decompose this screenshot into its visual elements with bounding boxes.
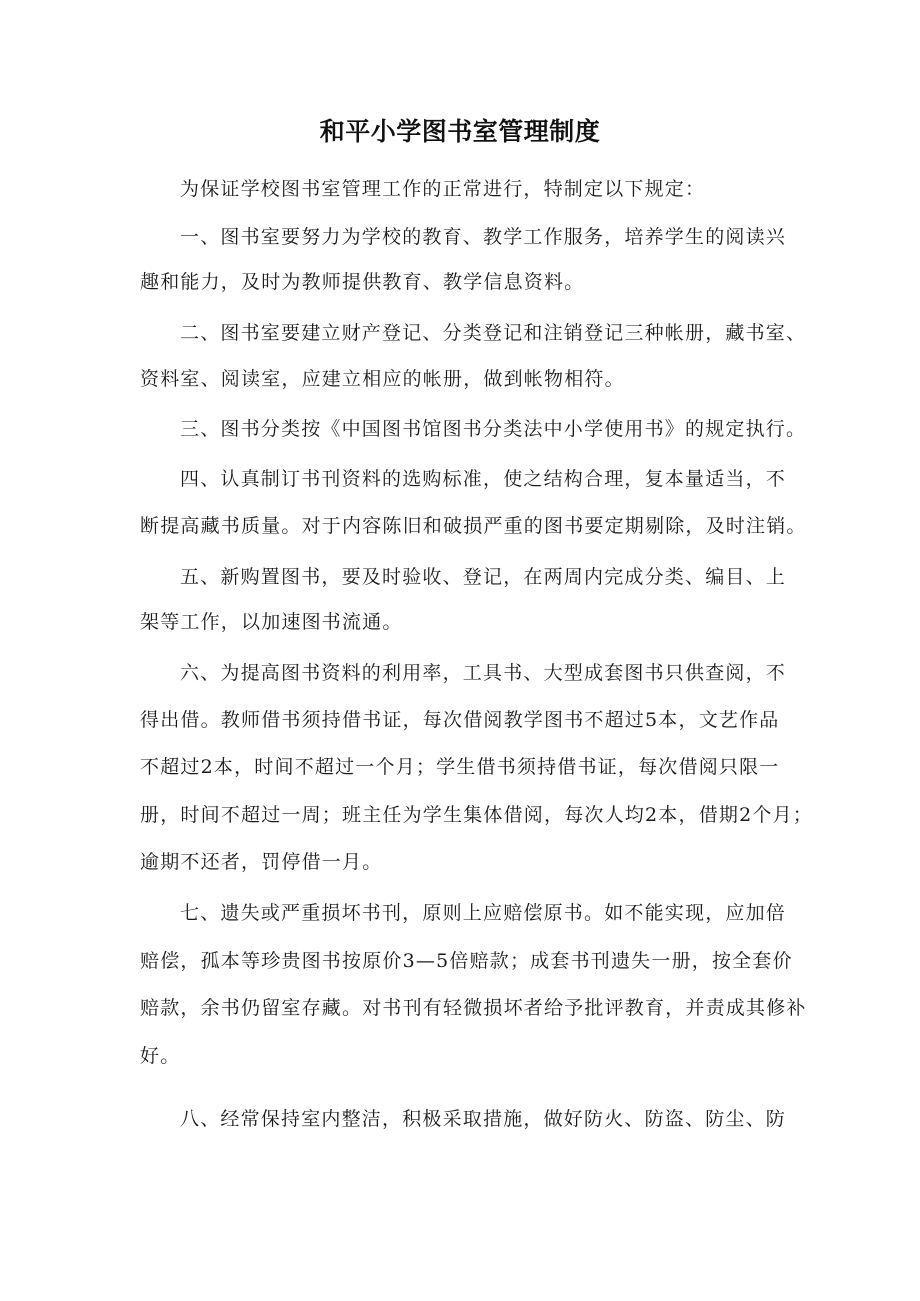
rule-8-line-1: 八、经常保持室内整洁，积极采取措施，做好防火、防盗、防尘、防 — [180, 1108, 787, 1130]
intro-paragraph: 为保证学校图书室管理工作的正常进行，特制定以下规定： — [180, 178, 706, 200]
rule-7-line-1: 七、遗失或严重损坏书刊，原则上应赔偿原书。如不能实现，应加倍 — [180, 902, 787, 924]
document-title: 和平小学图书室管理制度 — [319, 117, 601, 146]
rule-6-line-2: 得出借。教师借书须持借书证，每次借阅教学图书不超过5本，文艺作品 — [140, 709, 780, 731]
rule-1-line-1: 一、图书室要努力为学校的教育、教学工作服务，培养学生的阅读兴 — [180, 226, 787, 248]
rule-2-line-1: 二、图书室要建立财产登记、分类登记和注销登记三种帐册，藏书室、 — [180, 322, 807, 344]
rule-6-line-3: 不超过2本，时间不超过一个月；学生借书须持借书证，每次借阅只限一 — [140, 756, 780, 778]
rule-2-line-2: 资料室、阅读室，应建立相应的帐册，做到帐物相符。 — [140, 368, 625, 390]
rule-3-line-1: 三、图书分类按《中国图书馆图书分类法中小学使用书》的规定执行。 — [180, 418, 807, 440]
rule-7-line-3: 赔款，余书仍留室存藏。对书刊有轻微损坏者给予批评教育，并责成其修补 — [140, 997, 807, 1019]
rule-7-line-4: 好。 — [140, 1045, 181, 1067]
rule-6-line-4: 册，时间不超过一周；班主任为学生集体借阅，每次人均2本，借期2个月； — [140, 804, 813, 826]
rule-6-line-1: 六、为提高图书资料的利用率，工具书、大型成套图书只供查阅，不 — [180, 662, 787, 684]
rule-7-line-2: 赔偿，孤本等珍贵图书按原价3—5倍赔款；成套书刊遗失一册，按全套价 — [140, 950, 793, 972]
rule-4-line-1: 四、认真制订书刊资料的选购标准，使之结构合理，复本量适当，不 — [180, 468, 787, 490]
rule-1-line-2: 趣和能力，及时为教师提供教育、教学信息资料。 — [140, 271, 585, 293]
rule-5-line-2: 架等工作，以加速图书流通。 — [140, 611, 403, 633]
rule-5-line-1: 五、新购置图书，要及时验收、登记，在两周内完成分类、编目、上 — [180, 566, 787, 588]
rule-6-line-5: 逾期不还者，罚停借一月。 — [140, 851, 383, 873]
rule-4-line-2: 断提高藏书质量。对于内容陈旧和破损严重的图书要定期剔除，及时注销。 — [140, 515, 807, 537]
